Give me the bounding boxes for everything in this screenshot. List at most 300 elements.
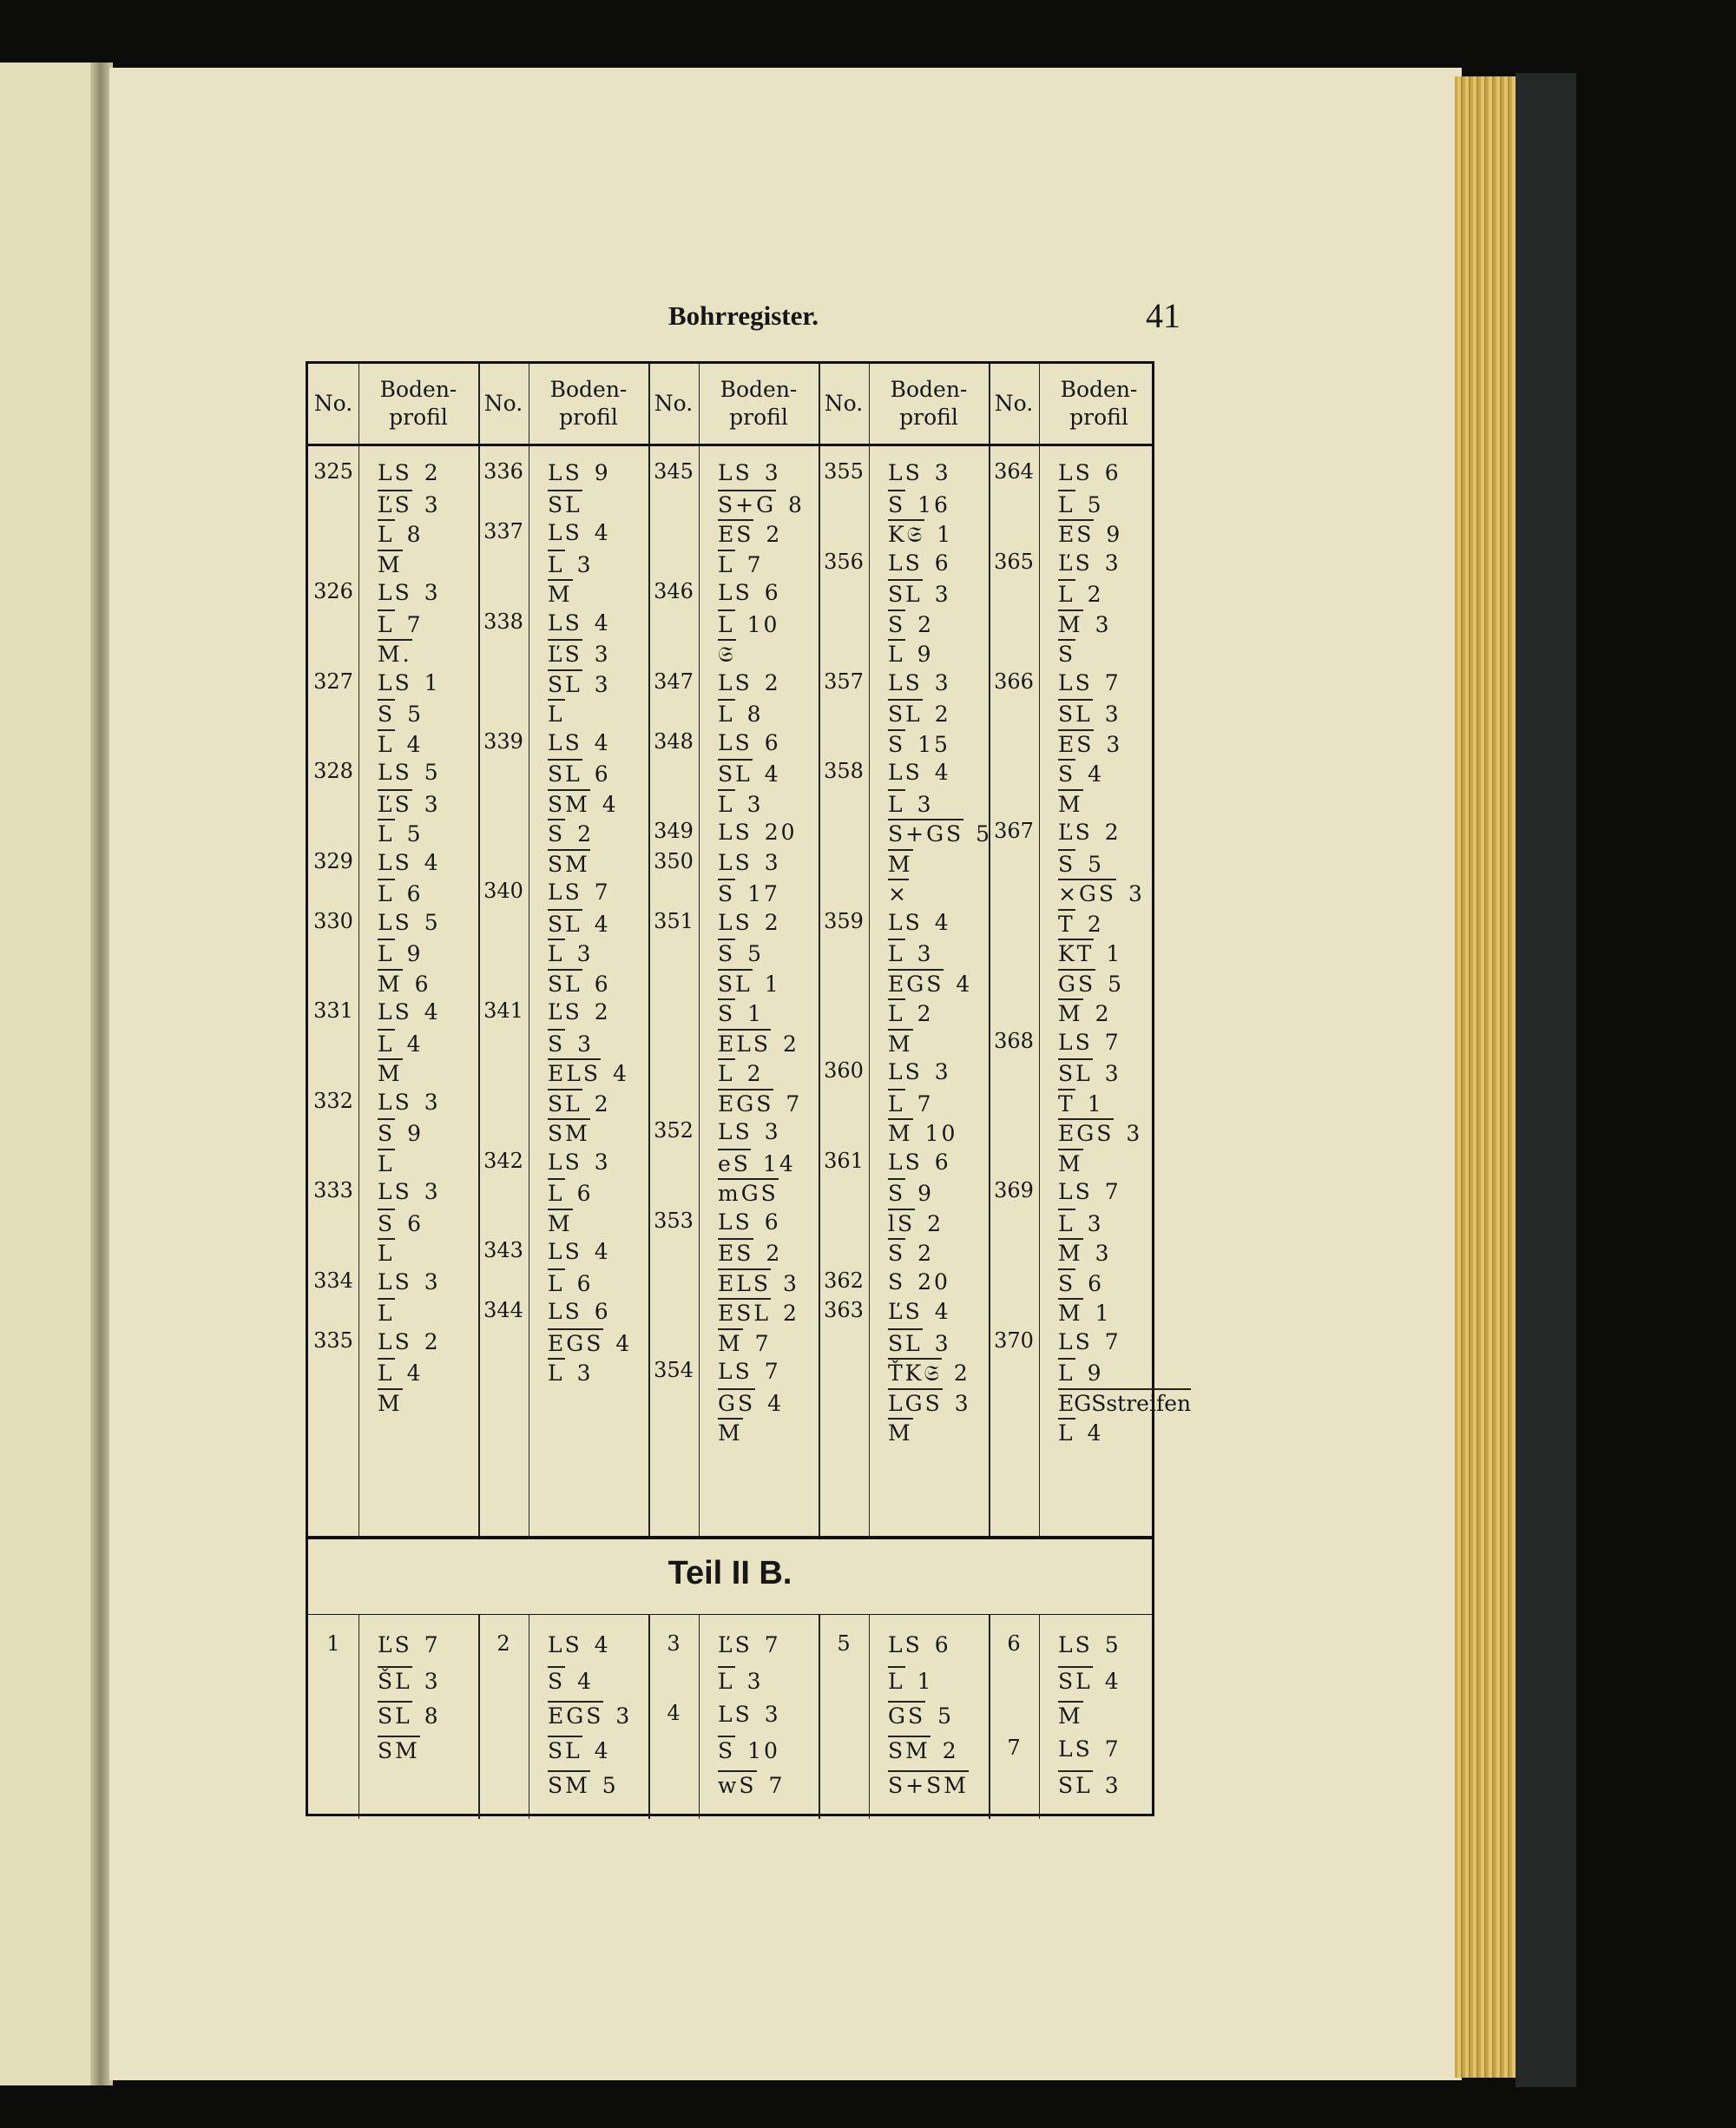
profile-entry: [888, 459, 951, 485]
bore-number: 335: [313, 1328, 353, 1353]
soil-symbol: ĽS: [378, 490, 412, 517]
header-profile-line1: Boden-: [720, 376, 798, 402]
profile-entry: [1058, 1418, 1104, 1446]
profile-entry: [888, 1736, 959, 1763]
profile-entry: [888, 1358, 970, 1387]
layer-depth: 3: [782, 1270, 799, 1296]
soil-symbol: EGS: [548, 1328, 603, 1356]
layer-depth: 6: [764, 580, 781, 605]
profile-entry: [378, 939, 424, 966]
profile-entry: [888, 1268, 950, 1295]
layer-depth: 2: [934, 702, 951, 727]
profile-entry: [1058, 909, 1104, 937]
header-profile-line1: Boden-: [549, 376, 628, 402]
soil-symbol: S: [888, 729, 905, 757]
layer-depth: 2: [764, 669, 781, 695]
profile-entry: [888, 998, 934, 1026]
profile-entry: [548, 550, 594, 577]
part-a-end-rule: [308, 1536, 1152, 1539]
soil-symbol: SL: [548, 909, 582, 937]
bore-number: 328: [313, 759, 353, 783]
profile-entry: [378, 849, 441, 875]
soil-symbol: L: [548, 699, 565, 727]
soil-symbol: KT: [1058, 939, 1094, 966]
soil-symbol: S: [888, 490, 905, 517]
layer-depth: 9: [406, 941, 424, 966]
soil-symbol: L: [888, 639, 905, 667]
soil-symbol: M: [378, 550, 403, 577]
layer-depth: 4: [956, 971, 973, 997]
layer-depth: 2: [766, 1241, 783, 1266]
soil-symbol: S: [718, 939, 735, 966]
soil-symbol: T: [1058, 1089, 1075, 1117]
layer-depth: 3: [1104, 1773, 1121, 1798]
soil-symbol: LS: [888, 760, 923, 785]
soil-symbol: LS: [1058, 460, 1093, 485]
bore-number: 352: [654, 1118, 694, 1143]
profile-entry: [548, 789, 619, 817]
profile-entry: [718, 1058, 764, 1086]
page-number: 41: [1146, 296, 1180, 335]
layer-depth: 3: [576, 941, 594, 966]
soil-symbol: LS: [718, 820, 753, 845]
soil-symbol: S: [718, 1736, 735, 1763]
layer-depth: 3: [1104, 1061, 1121, 1086]
profile-entry: [378, 879, 424, 906]
layer-depth: 9: [1106, 522, 1123, 547]
bore-number: 358: [824, 759, 864, 783]
profile-entry: [548, 1666, 594, 1694]
profile-entry: [1058, 1268, 1104, 1296]
soil-symbol: L: [718, 1058, 735, 1086]
soil-symbol: LS: [378, 669, 412, 695]
profile-entry: [888, 879, 921, 906]
profile-entry: [548, 1209, 585, 1236]
soil-symbol: mGS: [718, 1178, 779, 1206]
layer-depth: 7: [764, 1359, 781, 1384]
bore-number: 340: [483, 879, 523, 903]
number-divider: [1039, 1614, 1040, 1819]
profile-entry: [1058, 849, 1104, 877]
soil-symbol: L: [378, 939, 395, 966]
soil-symbol: SL: [378, 1701, 412, 1729]
soil-symbol: LS: [718, 460, 753, 485]
soil-symbol: EGS: [548, 1701, 603, 1729]
layer-depth: 2: [1104, 820, 1121, 845]
profile-entry: [888, 639, 934, 667]
part-b-rule: [308, 1614, 1152, 1615]
header-profile-line1: Boden-: [379, 376, 457, 402]
soil-symbol: S: [888, 1268, 906, 1295]
layer-depth: 7: [754, 1330, 772, 1356]
layer-depth: 3: [594, 671, 611, 697]
bore-number: 337: [483, 519, 523, 544]
soil-symbol: L: [888, 1089, 905, 1117]
layer-depth: 6: [1088, 1270, 1105, 1296]
profile-entry: [548, 939, 594, 966]
layer-depth: 3: [764, 460, 781, 485]
soil-symbol: ĽS: [548, 639, 582, 667]
layer-depth: 4: [934, 760, 951, 785]
layer-depth: 3: [934, 1330, 951, 1356]
profile-entry: [378, 1358, 424, 1386]
layer-depth: 3: [576, 1360, 594, 1386]
soil-symbol: M: [1058, 1149, 1083, 1176]
soil-symbol: L: [378, 1298, 395, 1326]
number-divider: [358, 364, 359, 1536]
bore-number: 1: [326, 1631, 340, 1656]
soil-symbol: L: [1058, 579, 1075, 607]
soil-symbol: ES: [718, 519, 753, 547]
soil-symbol: SL: [548, 1089, 582, 1117]
soil-symbol: S: [378, 1209, 395, 1236]
profile-entry: [548, 609, 611, 636]
profile-entry: [1058, 1178, 1121, 1204]
profile-entry: [888, 1701, 954, 1729]
profile-entry: [378, 819, 424, 847]
running-title: Bohrregister.: [668, 300, 819, 331]
profile-entry: [888, 1178, 934, 1206]
profile-entry: [378, 1209, 424, 1236]
profile-entry: [718, 939, 764, 966]
profile-entry: [718, 998, 764, 1026]
soil-symbol: LS: [888, 669, 923, 695]
soil-symbol: ES: [1058, 519, 1094, 547]
layer-depth: 4: [577, 1669, 595, 1694]
layer-depth: 4: [594, 911, 611, 937]
layer-depth: 5: [406, 821, 424, 847]
layer-depth: 4: [594, 1239, 611, 1264]
profile-entry: [718, 1388, 784, 1416]
layer-depth: 4: [594, 520, 611, 545]
soil-symbol: L: [378, 1029, 395, 1057]
profile-entry: [378, 1149, 407, 1176]
soil-symbol: L: [1058, 1209, 1075, 1236]
soil-symbol: S: [548, 1666, 565, 1694]
soil-symbol: M: [548, 579, 573, 607]
soil-symbol: S: [888, 609, 905, 637]
soil-symbol: ŠL: [378, 1666, 412, 1694]
profile-entry: [718, 459, 781, 485]
layer-depth: 4: [424, 849, 441, 875]
layer-depth: 3: [917, 791, 934, 817]
profile-entry: [548, 1298, 611, 1324]
soil-symbol: GS: [1058, 969, 1095, 997]
soil-symbol: M: [888, 1418, 913, 1446]
profile-entry: [718, 1209, 781, 1235]
profile-entry: [888, 1118, 957, 1146]
column-header-profile: [1039, 364, 1159, 444]
soil-symbol: S: [1058, 1268, 1075, 1296]
soil-symbol: SL: [548, 969, 582, 997]
layer-depth: 8: [746, 702, 764, 727]
layer-depth: 3: [615, 1703, 633, 1729]
profile-entry: [1058, 1388, 1203, 1416]
layer-depth: 3: [934, 582, 951, 607]
soil-symbol: S: [548, 819, 565, 847]
soil-symbol: L: [1058, 1418, 1075, 1446]
profile-entry: [1058, 1328, 1121, 1354]
layer-depth: 3: [594, 642, 611, 667]
profile-entry: [548, 1238, 611, 1264]
bore-number: 341: [483, 998, 523, 1023]
soil-symbol: LS: [548, 1299, 582, 1324]
profile-entry: [718, 789, 764, 817]
profile-entry: [888, 789, 934, 817]
profile-entry: [548, 1029, 594, 1057]
layer-depth: 4: [594, 1632, 611, 1657]
column-header-no: No.: [994, 390, 1034, 416]
profile-entry: [718, 519, 782, 547]
soil-symbol: L: [378, 879, 395, 906]
soil-symbol: L: [548, 1268, 565, 1296]
layer-depth: 6: [414, 971, 431, 997]
soil-symbol: SM: [548, 789, 590, 817]
layer-depth: 4: [594, 609, 611, 636]
profile-entry: [718, 669, 781, 695]
profile-entry: [1058, 699, 1121, 727]
soil-symbol: LS: [378, 580, 412, 605]
soil-symbol: LS: [378, 460, 412, 485]
soil-symbol: LS: [718, 1702, 753, 1727]
profile-entry: [1058, 1058, 1121, 1086]
soil-symbol: L: [718, 550, 735, 577]
profile-entry: [718, 1736, 780, 1763]
profile-entry: [1058, 579, 1104, 607]
bore-number: 363: [824, 1298, 864, 1322]
layer-depth: 5: [937, 1703, 955, 1729]
soil-symbol: L: [718, 609, 735, 637]
layer-depth: 7: [917, 1090, 934, 1117]
soil-symbol: SM: [548, 849, 590, 877]
soil-symbol: M: [1058, 998, 1083, 1026]
book-cover: [1516, 73, 1576, 2087]
profile-entry: [1058, 459, 1121, 485]
profile-entry: [888, 1631, 951, 1657]
profile-entry: [548, 519, 611, 545]
profile-entry: [378, 759, 441, 785]
soil-symbol: LS: [378, 909, 412, 935]
bore-number: 7: [1007, 1736, 1021, 1760]
soil-symbol: ES: [1058, 729, 1094, 757]
layer-depth: 20: [917, 1268, 950, 1295]
layer-depth: 9: [917, 1181, 935, 1206]
soil-symbol: SL: [1058, 1666, 1093, 1694]
layer-depth: 3: [1095, 1241, 1112, 1266]
layer-depth: 7: [764, 1632, 781, 1657]
soil-symbol: L: [1058, 1358, 1075, 1386]
profile-entry: [888, 1666, 934, 1694]
soil-symbol: S: [1058, 639, 1075, 667]
soil-symbol: EGSstreifen: [1058, 1388, 1191, 1416]
profile-entry: [718, 1418, 755, 1446]
soil-symbol: LS: [1058, 1179, 1093, 1204]
profile-entry: [378, 609, 424, 637]
layer-depth: 20: [764, 820, 798, 845]
soil-symbol: ĽS: [378, 789, 412, 817]
profile-entry: [1058, 1089, 1104, 1117]
layer-depth: 5: [976, 821, 993, 847]
soil-symbol: S+G: [718, 490, 776, 517]
soil-symbol: M: [1058, 1298, 1083, 1326]
soil-symbol: M: [888, 1118, 913, 1146]
soil-symbol: lS: [888, 1209, 915, 1236]
layer-depth: 6: [594, 1299, 611, 1324]
layer-depth: 2: [927, 1210, 944, 1236]
soil-symbol: SL: [888, 699, 923, 727]
column-header-no: No.: [654, 390, 694, 416]
profile-entry: [718, 909, 781, 935]
soil-symbol: LS: [1058, 669, 1093, 695]
profile-entry: [718, 1118, 781, 1144]
page-block-edge: [1455, 76, 1516, 2078]
profile-entry: [378, 490, 441, 517]
profile-entry: [548, 669, 611, 697]
layer-depth: 5: [424, 760, 441, 785]
bore-number: 365: [994, 549, 1034, 574]
layer-depth: 4: [934, 1299, 951, 1324]
header-profile-line1: Boden-: [1060, 376, 1138, 402]
layer-depth: 8: [406, 522, 424, 547]
soil-symbol: L: [378, 819, 395, 847]
layer-depth: 4: [406, 731, 424, 757]
soil-symbol: LS: [378, 760, 412, 785]
layer-depth: 3: [424, 580, 441, 605]
profile-entry: [548, 969, 611, 997]
layer-depth: 2: [577, 821, 595, 847]
layer-depth: 7: [1104, 1179, 1121, 1204]
soil-symbol: M: [888, 1029, 913, 1057]
profile-entry: [378, 669, 441, 695]
soil-symbol: LS: [378, 1089, 412, 1115]
soil-symbol: 𝔖: [718, 639, 736, 668]
layer-depth: 4: [615, 1330, 633, 1356]
soil-symbol: SM: [548, 1770, 590, 1798]
profile-entry: [888, 579, 951, 607]
soil-symbol: S+GS: [888, 819, 963, 847]
soil-symbol: LS: [548, 609, 582, 636]
soil-symbol: eS: [718, 1149, 751, 1176]
layer-depth: 2: [764, 909, 781, 935]
profile-entry: [548, 1631, 611, 1657]
soil-symbol: L: [888, 998, 905, 1026]
layer-depth: 4: [764, 761, 781, 787]
layer-depth: 7: [406, 611, 424, 637]
soil-symbol: S: [1058, 759, 1075, 787]
soil-symbol: ĽS: [888, 1299, 923, 1324]
bore-number: 343: [483, 1238, 523, 1262]
bore-number: 330: [313, 908, 353, 933]
layer-depth: 2: [1087, 582, 1104, 607]
layer-depth: 7: [1104, 669, 1121, 695]
layer-depth: 7: [424, 1632, 441, 1657]
bore-number: 342: [483, 1148, 523, 1173]
layer-depth: 1: [1106, 941, 1123, 966]
profile-entry: [1058, 879, 1145, 906]
layer-depth: 2: [917, 1241, 935, 1266]
layer-depth: 6: [934, 550, 951, 576]
profile-entry: [888, 969, 972, 997]
profile-entry: [888, 849, 925, 877]
profile-entry: [718, 1358, 781, 1384]
soil-symbol: ŤK𝔖: [888, 1358, 942, 1387]
bore-number: 353: [654, 1208, 694, 1233]
soil-symbol: ĽS: [1058, 550, 1093, 576]
soil-symbol: wS: [718, 1770, 757, 1798]
soil-symbol: ES: [718, 1238, 753, 1266]
profile-entry: [718, 579, 781, 605]
number-divider: [869, 364, 870, 1536]
soil-symbol: M: [1058, 1701, 1083, 1729]
profile-entry: [378, 1701, 441, 1729]
layer-depth: 7: [768, 1773, 786, 1798]
profile-entry: [548, 1058, 629, 1086]
layer-depth: 3: [1095, 611, 1112, 637]
profile-entry: [1058, 609, 1112, 637]
soil-symbol: ELS: [718, 1029, 771, 1057]
layer-depth: 3: [934, 669, 951, 695]
layer-depth: 4: [934, 909, 951, 935]
layer-depth: 6: [406, 881, 424, 906]
soil-symbol: S+SM: [888, 1770, 969, 1798]
bore-number: 348: [654, 728, 694, 754]
soil-symbol: EGS: [1058, 1118, 1114, 1146]
profile-entry: [1058, 519, 1122, 547]
soil-symbol: SL: [888, 1328, 923, 1356]
layer-depth: 4: [1088, 761, 1105, 787]
profile-entry: [1058, 969, 1124, 997]
layer-depth: 3: [1126, 1121, 1143, 1146]
layer-depth: 1: [1095, 1301, 1112, 1326]
layer-depth: 2: [424, 460, 441, 485]
profile-entry: [1058, 639, 1088, 667]
soil-symbol: LS: [378, 849, 412, 875]
soil-symbol: EGS: [718, 1089, 773, 1117]
profile-entry: [888, 1058, 951, 1084]
soil-symbol: S: [378, 1118, 395, 1146]
soil-symbol: LS: [548, 1239, 582, 1264]
soil-symbol: LS: [548, 460, 582, 485]
profile-entry: [378, 1029, 424, 1057]
soil-symbol: LS: [378, 1179, 412, 1204]
profile-entry: [378, 1268, 441, 1295]
soil-symbol: L: [718, 699, 735, 727]
soil-symbol: SL: [548, 1736, 582, 1763]
soil-symbol: SL: [548, 669, 582, 697]
bore-number: 347: [654, 669, 694, 694]
profile-entry: [378, 969, 431, 997]
profile-entry: [548, 998, 611, 1024]
soil-symbol: LS: [378, 999, 412, 1024]
layer-depth: 3: [424, 1669, 441, 1694]
profile-entry: [718, 699, 764, 727]
profile-entry: [1058, 789, 1095, 817]
bore-number: 327: [313, 669, 353, 694]
profile-entry: [1058, 1149, 1095, 1176]
layer-depth: 2: [424, 1328, 441, 1354]
profile-entry: [548, 909, 611, 937]
profile-entry: [888, 1089, 934, 1117]
left-page-edge: [0, 63, 102, 2085]
bore-number: 326: [313, 579, 353, 603]
profile-entry: [888, 909, 951, 935]
profile-entry: [378, 579, 441, 605]
bore-number: 344: [483, 1298, 523, 1322]
soil-symbol: S: [548, 1029, 565, 1057]
soil-symbol: ĽS: [378, 1632, 412, 1657]
bore-number: 336: [483, 459, 523, 484]
soil-symbol: LS: [718, 729, 753, 755]
